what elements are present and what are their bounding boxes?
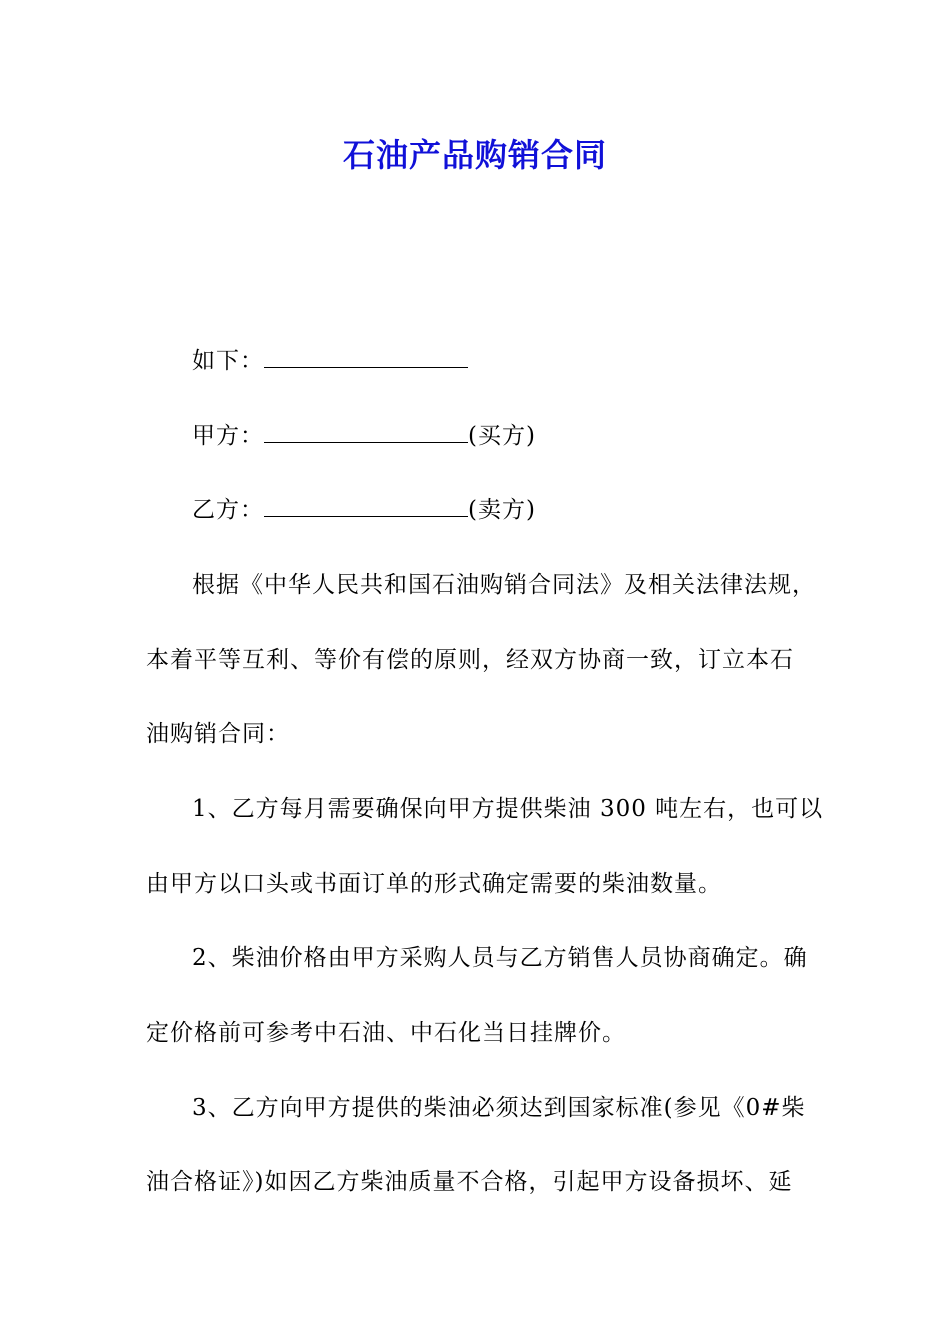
party-b-role: (卖方) [468, 497, 536, 523]
document-title: 石油产品购销合同 [342, 136, 607, 174]
clause-3-line: 油合格证》)如因乙方柴油质量不合格，引起甲方设备损坏、延 [146, 1169, 793, 1195]
clause-1-line: 由甲方以口头或书面订单的形式确定需要的柴油数量。 [146, 871, 722, 897]
preamble-line: 根据《中华人民共和国石油购销合同法》及相关法律法规， [192, 572, 816, 598]
clause-2-line: 2、柴油价格由甲方采购人员与乙方销售人员协商确定。确 [192, 945, 808, 971]
party-a-blank [264, 422, 468, 443]
clause-1-line: 1、乙方每月需要确保向甲方提供柴油 300 吨左右，也可以 [192, 796, 824, 822]
clause-3-line: 3、乙方向甲方提供的柴油必须达到国家标准(参见《0#柴 [192, 1095, 806, 1121]
party-a-line [192, 421, 536, 451]
preamble-line: 本着平等互利、等价有偿的原则，经双方协商一致，订立本石 [146, 647, 794, 673]
intro-blank [264, 347, 468, 368]
party-a-role: (买方) [468, 423, 536, 449]
intro-label: 如下： [192, 348, 264, 374]
clause-2-line: 定价格前可参考中石油、中石化当日挂牌价。 [146, 1020, 626, 1046]
party-b-label: 乙方： [192, 497, 264, 523]
party-b-line [192, 495, 536, 525]
party-b-blank [264, 496, 468, 517]
intro-line [192, 346, 468, 376]
party-a-label: 甲方： [192, 423, 264, 449]
preamble-line: 油购销合同： [146, 721, 290, 747]
